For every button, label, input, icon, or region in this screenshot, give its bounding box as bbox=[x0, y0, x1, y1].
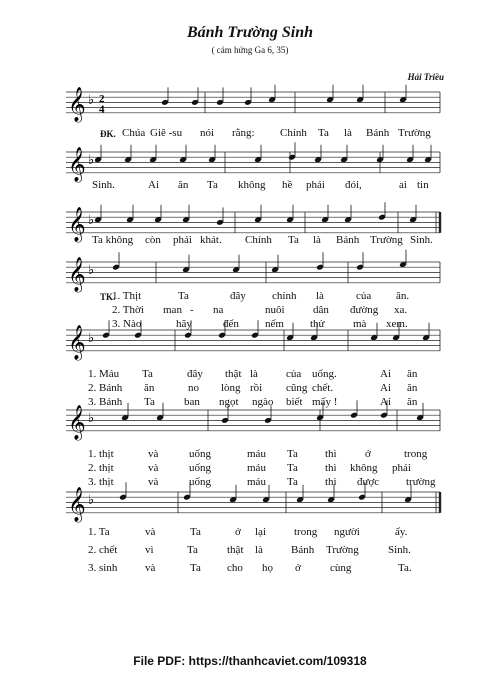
lyric-word: 2. Thời bbox=[112, 304, 144, 316]
lyric-word: ăn bbox=[407, 396, 418, 408]
lyric-word: Ai bbox=[380, 368, 391, 380]
lyric-word: là bbox=[316, 290, 324, 302]
lyric-word: trong bbox=[294, 526, 318, 538]
lyric-word: đây bbox=[230, 290, 246, 302]
section-tag: TK. bbox=[100, 292, 116, 302]
lyric-word: hề bbox=[282, 179, 293, 191]
lyric-word: ở bbox=[295, 562, 301, 574]
lyric-word: Bánh bbox=[336, 234, 360, 246]
lyric-word: và bbox=[145, 526, 156, 538]
lyric-word: Trường bbox=[398, 127, 431, 139]
lyric-word: Ta bbox=[288, 234, 299, 246]
lyric-word: 2. chết bbox=[88, 544, 118, 556]
lyric-word: Bánh bbox=[366, 127, 390, 139]
lyric-word: Ta. bbox=[398, 562, 412, 574]
song-author: Hải Triều bbox=[407, 72, 444, 82]
flat-key-icon: ♭ bbox=[88, 330, 95, 346]
lyric-word: na bbox=[213, 304, 224, 316]
lyric-word: cho bbox=[227, 562, 243, 574]
lyric-word: 1. Thịt bbox=[112, 290, 142, 302]
staff-line-group bbox=[0, 390, 500, 450]
lyric-word: thì bbox=[325, 476, 337, 488]
lyric-word: Chính bbox=[245, 234, 272, 246]
lyric-word: Ai bbox=[380, 382, 391, 394]
lyric-word: ai bbox=[399, 179, 407, 191]
lyric-word: ăn bbox=[144, 382, 155, 394]
lyric-word: thử bbox=[310, 318, 325, 330]
lyric-word: dân bbox=[313, 304, 329, 316]
lyric-word: Ta bbox=[142, 368, 153, 380]
lyric-word: 2. Bánh bbox=[88, 382, 123, 394]
lyric-word: là bbox=[344, 127, 352, 139]
lyric-word: nuôi bbox=[265, 304, 285, 316]
lyric-word: và bbox=[145, 562, 156, 574]
time-signature-digit: 4 bbox=[99, 103, 105, 116]
lyric-word: 3. Nào bbox=[112, 318, 142, 330]
lyric-word: uống. bbox=[312, 368, 337, 380]
lyric-word: đói, bbox=[345, 179, 362, 191]
lyric-word: phải bbox=[306, 179, 325, 191]
flat-key-icon: ♭ bbox=[88, 492, 95, 508]
lyric-word: cùng bbox=[330, 562, 352, 574]
lyric-word: phải bbox=[173, 234, 192, 246]
lyric-word: nếm bbox=[265, 318, 284, 330]
lyric-word: là bbox=[250, 368, 258, 380]
lyric-word: Ta bbox=[178, 290, 189, 302]
lyric-word: Ta bbox=[144, 396, 155, 408]
song-subtitle: ( cảm hứng Ga 6, 35) bbox=[211, 45, 289, 55]
lyric-word: uống bbox=[189, 476, 211, 488]
lyric-word: thì bbox=[325, 462, 337, 474]
lyric-word: ăn. bbox=[396, 290, 410, 302]
lyric-word: máu bbox=[247, 476, 266, 488]
lyric-word: là bbox=[255, 544, 263, 556]
lyric-word: ăn bbox=[178, 179, 189, 191]
lyric-word: uống bbox=[189, 462, 211, 474]
lyric-word: khát. bbox=[200, 234, 222, 246]
lyric-word: Ai bbox=[148, 179, 159, 191]
lyric-word: ăn bbox=[407, 382, 418, 394]
treble-clef-icon: 𝄞 bbox=[68, 486, 86, 522]
lyric-word: máu bbox=[247, 462, 266, 474]
lyric-word: 3. sinh bbox=[88, 562, 118, 574]
lyric-word: 1. Ta bbox=[88, 526, 110, 538]
treble-clef-icon: 𝄞 bbox=[68, 256, 86, 292]
treble-clef-icon: 𝄞 bbox=[68, 206, 86, 242]
footer-link[interactable]: File PDF: https://thanhcaviet.com/109318 bbox=[133, 654, 367, 668]
lyric-word: Sinh. bbox=[92, 179, 115, 191]
lyric-word: Ta bbox=[287, 448, 298, 460]
lyric-word: thật bbox=[227, 544, 244, 556]
lyric-word: - bbox=[190, 304, 194, 316]
lyric-word: còn bbox=[145, 234, 161, 246]
lyric-word: Sinh. bbox=[410, 234, 433, 246]
lyric-word: Ta bbox=[318, 127, 329, 139]
flat-key-icon: ♭ bbox=[88, 262, 95, 278]
treble-clef-icon: 𝄞 bbox=[68, 86, 86, 122]
lyric-word: được bbox=[357, 476, 380, 488]
lyric-word: 3. Bánh bbox=[88, 396, 123, 408]
lyric-word: của bbox=[286, 368, 302, 380]
lyric-word: Chúa bbox=[122, 127, 146, 139]
lyric-word: 2. thịt bbox=[88, 462, 114, 474]
lyric-word: xem. bbox=[386, 318, 408, 330]
lyric-word: ngọt bbox=[219, 396, 239, 408]
lyric-word: không bbox=[238, 179, 266, 191]
lyric-word: Ai bbox=[380, 396, 391, 408]
lyric-word: man bbox=[163, 304, 182, 316]
staff-line-group bbox=[0, 310, 500, 370]
lyric-word: ngào bbox=[252, 396, 274, 408]
lyric-word: chính bbox=[272, 290, 297, 302]
lyric-word: không bbox=[350, 462, 378, 474]
lyric-word: ban bbox=[184, 396, 200, 408]
lyric-word: lại bbox=[255, 526, 266, 538]
lyric-word: nói bbox=[200, 127, 215, 139]
lyric-word: và bbox=[148, 462, 159, 474]
lyric-word: đường bbox=[350, 304, 379, 316]
staff-line-group bbox=[0, 242, 500, 302]
lyric-word: và bbox=[148, 476, 159, 488]
lyric-word: Ta bbox=[190, 562, 201, 574]
lyric-word: Ta bbox=[187, 544, 198, 556]
lyric-word: máu bbox=[247, 448, 266, 460]
lyric-word: Sinh. bbox=[388, 544, 411, 556]
section-tag: ĐK. bbox=[100, 129, 116, 139]
treble-clef-icon: 𝄞 bbox=[68, 404, 86, 440]
lyric-word: Ta bbox=[287, 476, 298, 488]
lyric-word: Trường bbox=[370, 234, 403, 246]
lyric-word: rồi bbox=[250, 382, 263, 394]
lyric-word: xa. bbox=[394, 304, 408, 316]
lyric-word: thì bbox=[325, 448, 337, 460]
lyric-word: và bbox=[148, 448, 159, 460]
flat-key-icon: ♭ bbox=[88, 152, 95, 168]
flat-key-icon: ♭ bbox=[88, 410, 95, 426]
lyric-word: 3. thịt bbox=[88, 476, 114, 488]
lyric-word: phải bbox=[392, 462, 411, 474]
lyric-word: người bbox=[334, 526, 360, 538]
lyric-word: no bbox=[188, 382, 199, 394]
lyric-word: Ta bbox=[190, 526, 201, 538]
lyric-word: chết. bbox=[312, 382, 334, 394]
lyric-word: trường bbox=[406, 476, 436, 488]
lyric-word: Giê -su bbox=[150, 127, 183, 139]
lyric-word: họ bbox=[262, 562, 273, 574]
lyric-word: Ta không bbox=[92, 234, 134, 246]
lyric-word: uống bbox=[189, 448, 211, 460]
lyric-word: Chính bbox=[280, 127, 307, 139]
lyric-word: ở bbox=[365, 448, 371, 460]
staff-line-group bbox=[0, 72, 500, 132]
lyric-word: 1. Máu bbox=[88, 368, 120, 380]
lyric-word: lòng bbox=[221, 382, 241, 394]
lyric-word: ăn bbox=[407, 368, 418, 380]
lyric-word: Ta bbox=[207, 179, 218, 191]
lyric-word: Ta bbox=[287, 462, 298, 474]
lyric-word: vì bbox=[145, 544, 154, 556]
song-title: Bánh Trường Sinh bbox=[186, 24, 314, 41]
lyric-word: biết bbox=[286, 396, 303, 408]
lyric-word: 1. thịt bbox=[88, 448, 114, 460]
lyric-word: thật bbox=[225, 368, 242, 380]
lyric-word: đến bbox=[223, 318, 239, 330]
lyric-word: mấy ! bbox=[312, 396, 338, 408]
lyric-word: ở bbox=[235, 526, 241, 538]
lyric-word: trong bbox=[404, 448, 428, 460]
lyric-word: tin bbox=[417, 179, 429, 191]
lyric-word: Bánh bbox=[291, 544, 315, 556]
flat-key-icon: ♭ bbox=[88, 92, 95, 108]
lyric-word: của bbox=[356, 290, 372, 302]
treble-clef-icon: 𝄞 bbox=[68, 146, 86, 182]
lyric-word: cũng bbox=[286, 382, 308, 394]
flat-key-icon: ♭ bbox=[88, 212, 95, 228]
time-signature-digit: 2 bbox=[99, 92, 105, 105]
lyric-word: đây bbox=[187, 368, 203, 380]
lyric-word: mà bbox=[353, 318, 367, 330]
lyric-word: hãy bbox=[176, 318, 192, 330]
lyric-word: là bbox=[313, 234, 321, 246]
lyric-word: ấy. bbox=[395, 526, 408, 538]
treble-clef-icon: 𝄞 bbox=[68, 324, 86, 360]
lyric-word: Trường bbox=[326, 544, 359, 556]
lyric-word: rằng: bbox=[232, 127, 255, 139]
